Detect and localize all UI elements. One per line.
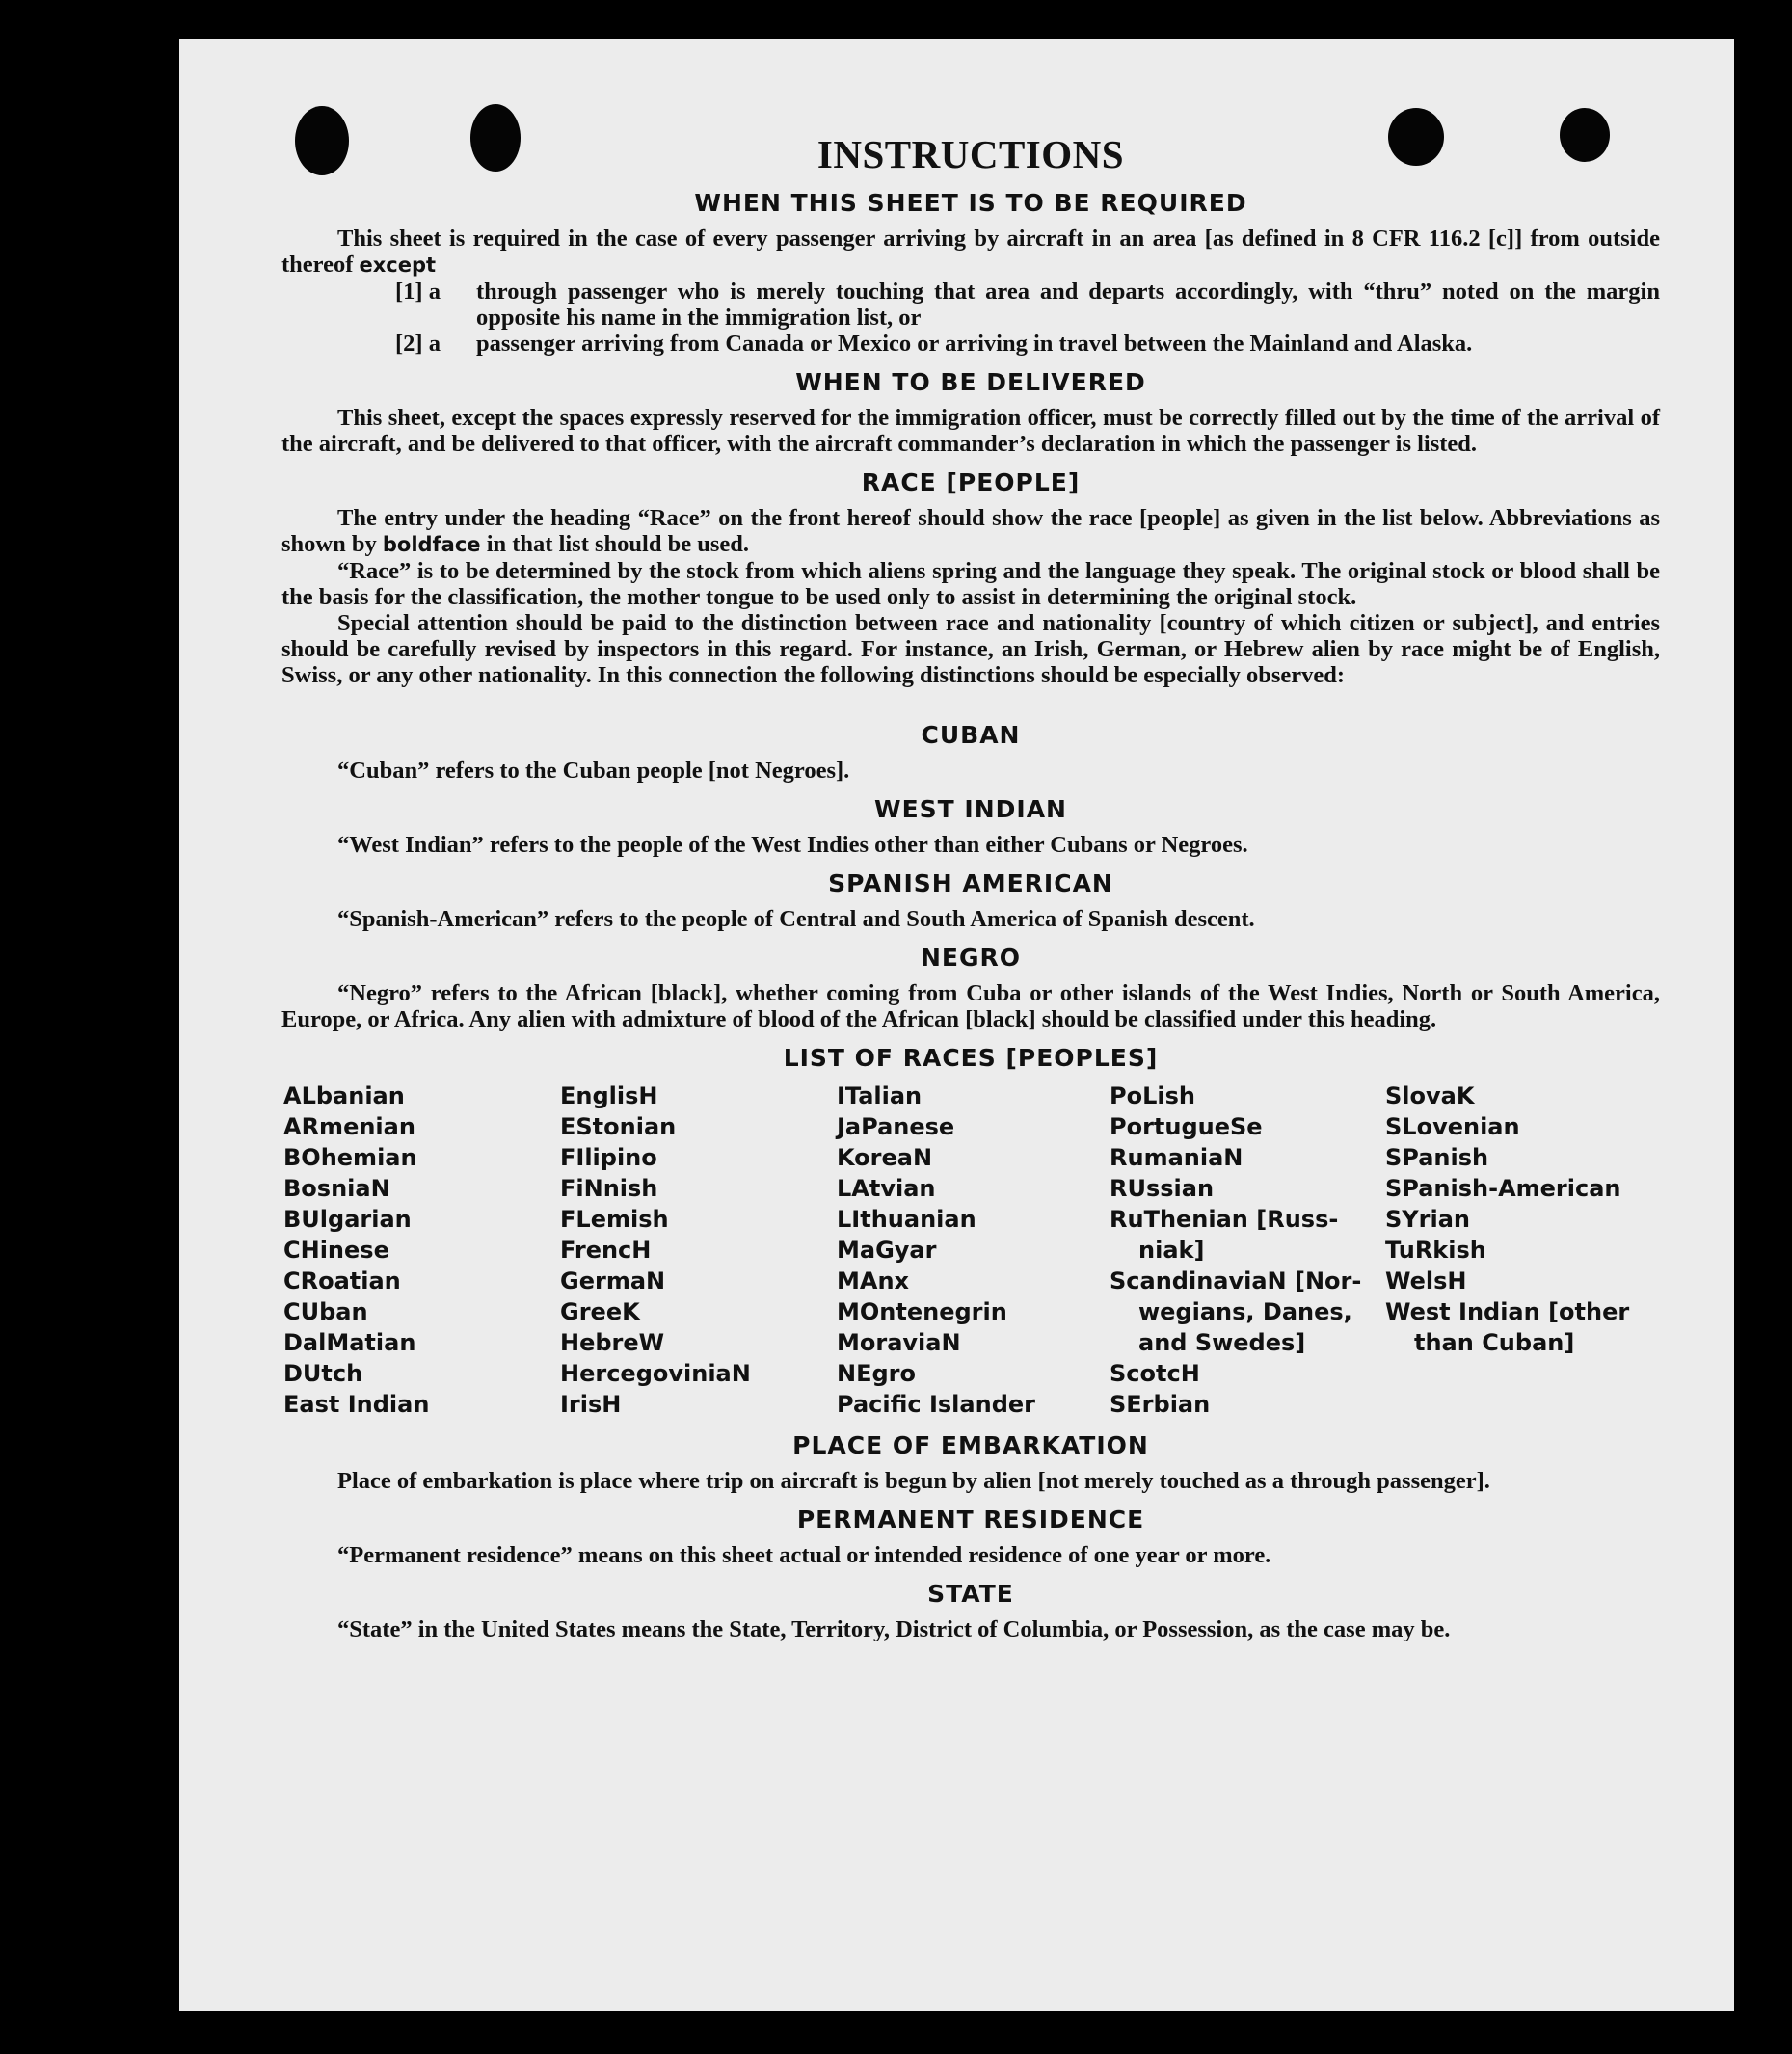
race-item: HebreW <box>560 1329 665 1356</box>
race-item: ScotcH <box>1110 1360 1200 1387</box>
race-item: GermaN <box>560 1267 666 1294</box>
races-list <box>283 1080 1660 1420</box>
race-item: FLemish <box>560 1206 669 1233</box>
paragraph: “Spanish-American” refers to the people of Central and South America of Spanish descent. <box>337 906 1255 932</box>
race-item: SLovenian <box>1385 1113 1520 1140</box>
section-heading: WEST INDIAN <box>874 795 1067 823</box>
section-heading: WHEN THIS SHEET IS TO BE REQUIRED <box>694 189 1247 217</box>
document-page <box>179 39 1734 2011</box>
race-item: TuRkish <box>1385 1237 1486 1264</box>
race-item: PoLish <box>1110 1082 1195 1109</box>
race-item: DUtch <box>283 1360 363 1387</box>
race-item: IrisH <box>560 1391 622 1418</box>
section-heading: STATE <box>927 1580 1014 1608</box>
race-item: SPanish <box>1385 1144 1489 1171</box>
race-item: CHinese <box>283 1237 389 1264</box>
paragraph: Place of embarkation is place where trip on aircraft is begun by alien [not merely touched as a through passenger]. <box>337 1468 1490 1494</box>
races-column <box>837 1080 1110 1420</box>
list-item: [2] a passenger arriving from Canada or Mexico or arriving in travel between the Mainland and Alaska. <box>395 331 1473 357</box>
page-title: INSTRUCTIONS <box>816 132 1125 176</box>
race-item: LIthuanian <box>837 1206 976 1233</box>
race-item: HercegoviniaN <box>560 1360 751 1387</box>
paragraph: “State” in the United States means the State, Territory, District of Columbia, or Possession, as the case may be. <box>337 1616 1451 1642</box>
paragraph: This sheet is required in the case of every passenger arriving by aircraft in an area [as defined in 8 CFR 116.2 [c]] from outside thereof except <box>281 226 1660 278</box>
race-item: wegians, Danes, <box>1138 1298 1352 1325</box>
section-heading: LIST OF RACES [PEOPLES] <box>783 1044 1159 1072</box>
race-item: and Swedes] <box>1138 1329 1306 1356</box>
race-item: FrencH <box>560 1237 652 1264</box>
document-body <box>281 131 1660 1642</box>
race-item: JaPanese <box>837 1113 955 1140</box>
paragraph: “West Indian” refers to the people of the West Indies other than either Cubans or Negroes. <box>337 832 1248 858</box>
race-item: Pacific Islander <box>837 1391 1035 1418</box>
race-item: than Cuban] <box>1414 1329 1575 1356</box>
race-item: KoreaN <box>837 1144 933 1171</box>
race-item: BosniaN <box>283 1175 390 1202</box>
race-item: East Indian <box>283 1391 430 1418</box>
race-item: EnglisH <box>560 1082 658 1109</box>
race-item: MAnx <box>837 1267 910 1294</box>
race-item: DalMatian <box>283 1329 416 1356</box>
paragraph: Special attention should be paid to the distinction between race and nationality [country of which citizen or subject], and entries should be carefully revised by inspectors in this regard. For instance, an Irish, German, or Hebrew alien by race might be of English, Swiss, or any other nationality. In this connection the following distinctions should be especially observed: <box>281 610 1660 688</box>
races-column <box>283 1080 560 1420</box>
race-item: PortugueSe <box>1110 1113 1263 1140</box>
section-heading: PERMANENT RESIDENCE <box>796 1506 1145 1534</box>
section-heading: NEGRO <box>920 944 1022 972</box>
race-item: niak] <box>1138 1237 1205 1264</box>
race-item: ScandinaviaN [Nor- <box>1110 1267 1362 1294</box>
race-item: EStonian <box>560 1113 677 1140</box>
section-heading: RACE [PEOPLE] <box>861 468 1081 496</box>
race-item: NEgro <box>837 1360 916 1387</box>
race-item: RuThenian [Russ- <box>1110 1206 1339 1233</box>
section-heading: SPANISH AMERICAN <box>828 869 1113 897</box>
exception-list <box>395 279 1660 357</box>
race-item: RUssian <box>1110 1175 1215 1202</box>
paragraph: “Race” is to be determined by the stock from which aliens spring and the language they speak. The original stock or blood shall be the basis for the classification, the mother tongue to be used only to assist in determining the original stock. <box>281 558 1660 610</box>
section-heading: PLACE OF EMBARKATION <box>792 1431 1149 1459</box>
paragraph: “Negro” refers to the African [black], whether coming from Cuba or other islands of the West Indies, North or South America, Europe, or Africa. Any alien with admixture of blood of the African [black] should be classified under this heading. <box>281 980 1660 1032</box>
race-item: GreeK <box>560 1298 640 1325</box>
races-column <box>560 1080 837 1420</box>
race-item: BOhemian <box>283 1144 417 1171</box>
race-item: SErbian <box>1110 1391 1211 1418</box>
race-item: MOntenegrin <box>837 1298 1007 1325</box>
race-item: SYrian <box>1385 1206 1471 1233</box>
paragraph: The entry under the heading “Race” on the front hereof should show the race [people] as given in the list below. Abbreviations as shown by boldface in that list should be used. <box>281 505 1660 557</box>
paragraph: “Cuban” refers to the Cuban people [not Negroes]. <box>337 758 850 784</box>
race-item: FiNnish <box>560 1175 658 1202</box>
race-item: ALbanian <box>283 1082 405 1109</box>
race-item: CRoatian <box>283 1267 401 1294</box>
race-item: LAtvian <box>837 1175 936 1202</box>
race-item: SPanish-American <box>1385 1175 1621 1202</box>
list-item: [1] a through passenger who is merely touching that area and departs accordingly, with “thru” noted on the margin opposite his name in the immigration list, or <box>395 279 1660 331</box>
paragraph: “Permanent residence” means on this sheet actual or intended residence of one year or more. <box>337 1542 1271 1568</box>
race-item: MoraviaN <box>837 1329 961 1356</box>
race-item: West Indian [other <box>1385 1298 1630 1325</box>
races-column <box>1385 1080 1662 1420</box>
race-item: FIlipino <box>560 1144 657 1171</box>
race-item: MaGyar <box>837 1237 937 1264</box>
race-item: SlovaK <box>1385 1082 1475 1109</box>
race-item: ARmenian <box>283 1113 415 1140</box>
race-item: RumaniaN <box>1110 1144 1244 1171</box>
section-heading: WHEN TO BE DELIVERED <box>795 368 1146 396</box>
paragraph: This sheet, except the spaces expressly reserved for the immigration officer, must be correctly filled out by the time of the arrival of the aircraft, and be delivered to that officer, with the aircraft commander’s declaration in which the passenger is listed. <box>281 405 1660 457</box>
race-item: WelsH <box>1385 1267 1467 1294</box>
race-item: CUban <box>283 1298 368 1325</box>
race-item: BUlgarian <box>283 1206 412 1233</box>
race-item: ITalian <box>837 1082 923 1109</box>
races-column <box>1110 1080 1385 1420</box>
section-heading: CUBAN <box>921 721 1021 749</box>
